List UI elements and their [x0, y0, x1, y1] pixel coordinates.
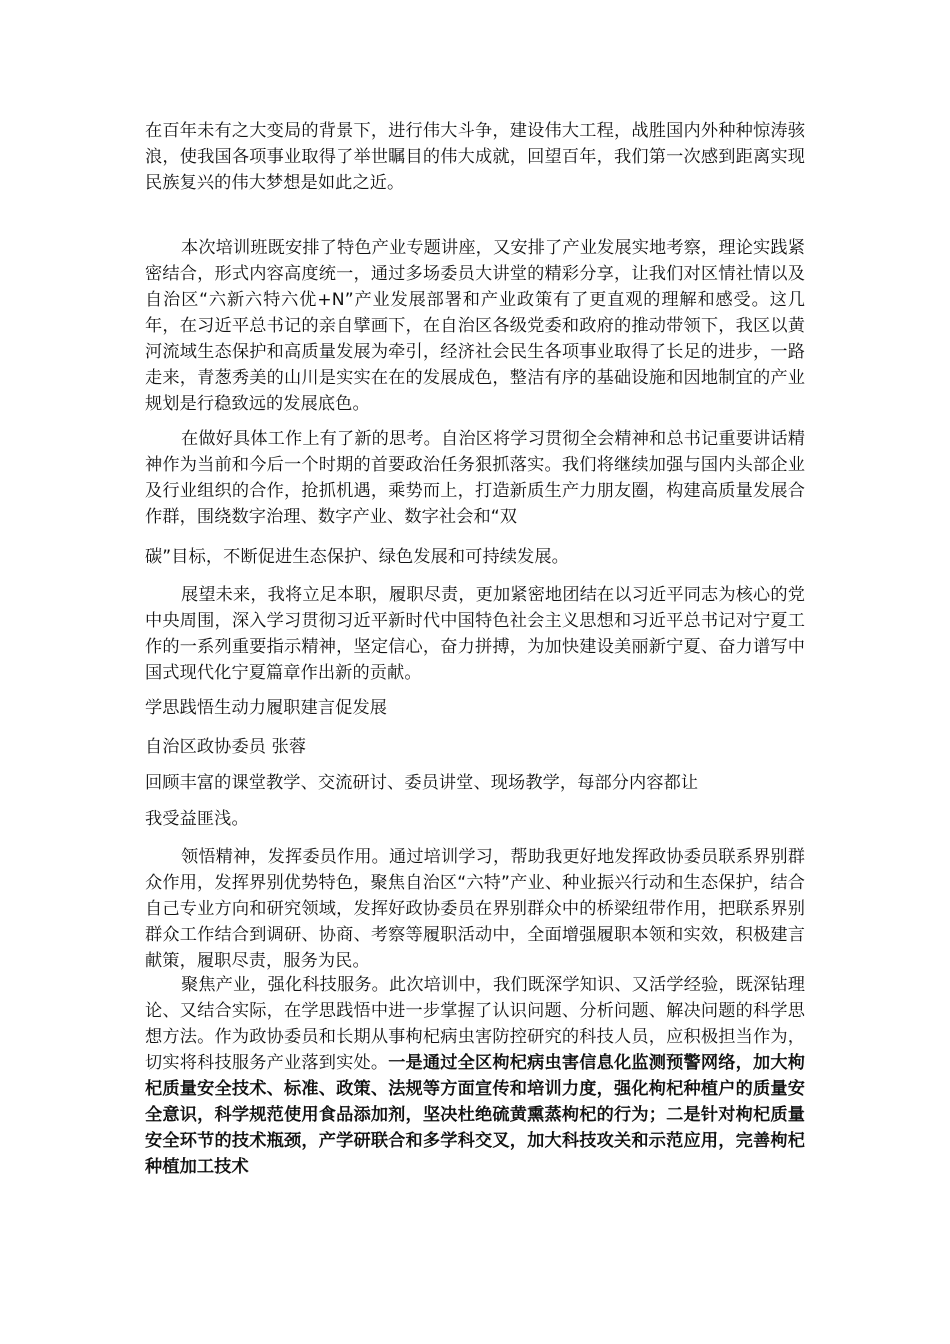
- paragraph-review-continued: 我受益匪浅。: [145, 809, 249, 829]
- paragraph-review: 回顾丰富的课堂教学、交流研讨、委员讲堂、现场教学，每部分内容都让: [145, 773, 699, 793]
- paragraph-training-overview: 本次培训班既安排了特色产业专题讲座，又安排了产业发展实地考察，理论实践紧密结合，形式内容高度统一，通过多场委员大讲堂的精彩分享，让我们对区情社情以及自治区“六新六特六优+N”产业发展部署和产业政策有了更直观的理解和感受。这几年，在习近平总书记的亲自擘画下，在自治区各级党委和政府的推动带领下，我区以黄河流域生态保护和高质量发展为牵引，经济社会民生各项事业取得了长足的进步，一路走来，青葱秀美的山川是实实在在的发展成色，整洁有序的基础设施和因地制宜的产业规划是行稳致远的发展底色。: [145, 238, 805, 414]
- paragraph-opening: 在百年未有之大变局的背景下，进行伟大斗争，建设伟大工程，战胜国内外种种惊涛骇浪，使我国各项事业取得了举世瞩目的伟大成就，回望百年，我们第一次感到距离实现民族复兴的伟大梦想是如此之近。: [145, 121, 805, 193]
- paragraph-industry-bold-text: 一是通过全区枸杞病虫害信息化监测预警网络，加大枸杞质量安全技术、标准、政策、法规等方面宣传和培训力度，强化枸杞种植户的质量安全意识，科学规范使用食品添加剂，坚决杜绝硫黄熏蒸枸杞的行为；二是针对枸杞质量安全环节的技术瓶颈，产学研联合和多学科交叉，加大科技攻关和示范应用，完善枸杞种植加工技术: [145, 1053, 805, 1177]
- paragraph-new-thinking: 在做好具体工作上有了新的思考。自治区将学习贯彻全会精神和总书记重要讲话精神作为当前和今后一个时期的首要政治任务狠抓落实。我们将继续加强与国内头部企业及行业组织的合作，抢抓机遇，乘势而上，打造新质生产力朋友圈，构建高质量发展合作群，围绕数字治理、数字产业、数字社会和“双: [145, 429, 805, 527]
- paragraph-outlook: 展望未来，我将立足本职，履职尽责，更加紧密地团结在以习近平同志为核心的党中央周围，深入学习贯彻习近平新时代中国特色社会主义思想和习近平总书记对宁夏工作的一系列重要指示精神，坚定信心，奋力拼搏，为加快建设美丽新宁夏、奋力谱写中国式现代化宁夏篇章作出新的贡献。: [145, 585, 805, 683]
- paragraph-carbon-goal: 碳”目标，不断促进生态保护、绿色发展和可持续发展。: [145, 547, 569, 567]
- article-title: 学思践悟生动力履职建言促发展: [145, 698, 388, 718]
- paragraph-spirit: 领悟精神，发挥委员作用。通过培训学习，帮助我更好地发挥政协委员联系界别群众作用，发挥界别优势特色，聚焦自治区“六特”产业、种业振兴行动和生态保护，结合自己专业方向和研究领域，发挥好政协委员在界别群众中的桥梁纽带作用，把联系界别群众工作结合到调研、协商、考察等履职活动中，全面增强履职本领和实效，积极建言献策，履职尽责，服务为民。: [145, 847, 805, 971]
- article-author: 自治区政协委员 张蓉: [145, 737, 307, 757]
- paragraph-industry-text: 聚焦产业，强化科技服务。此次培训中，我们既深学知识、又活学经验，既深钻理论、又结合实际，在学思践悟中进一步掌握了认识问题、分析问题、解决问题的科学思想方法。作为政协委员和长期从事枸杞病虫害防控研究的科技人员，应积极担当作为，切实将科技服务产业落到实处。: [145, 975, 805, 1073]
- paragraph-industry: [145, 972, 805, 1180]
